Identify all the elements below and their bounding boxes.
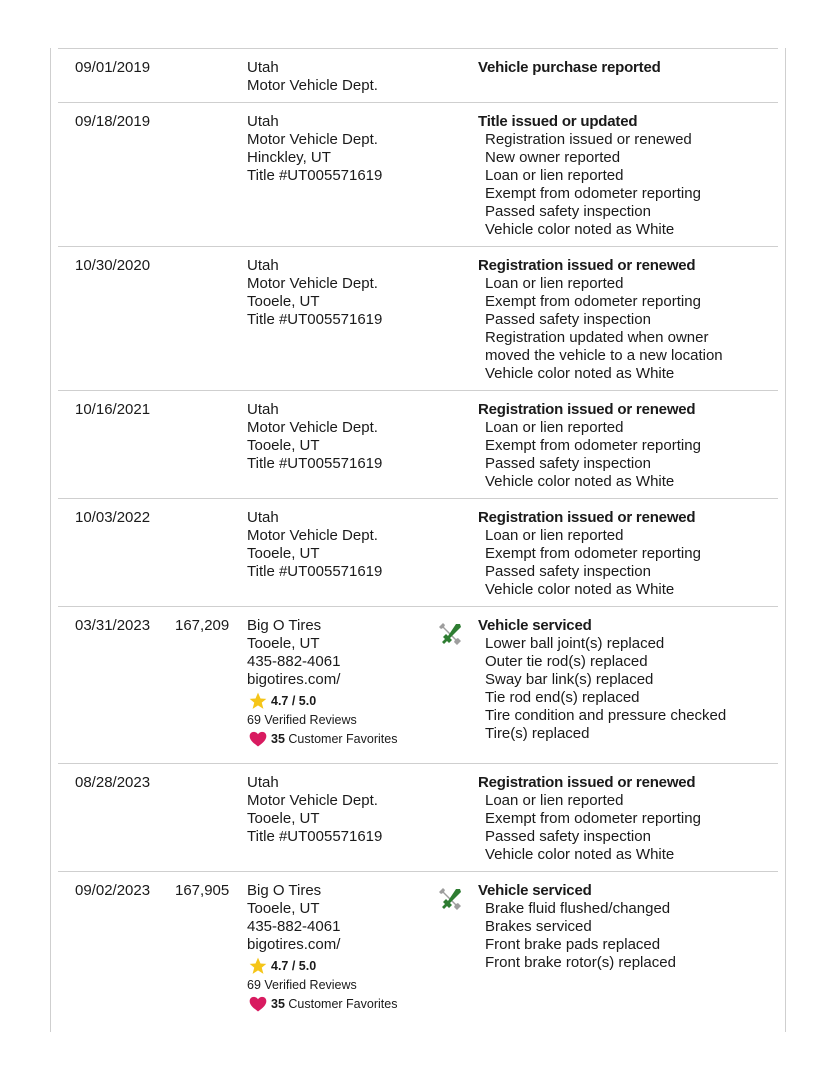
event-date: 09/18/2019 [75, 113, 151, 130]
event-detail-item: Loan or lien reported [485, 167, 624, 184]
source-line: Motor Vehicle Dept. [247, 275, 378, 292]
source-line: Title #UT005571619 [247, 563, 383, 580]
history-row [58, 247, 778, 391]
event-detail-item: Passed safety inspection [485, 828, 651, 845]
source-link[interactable]: bigotires.com/ [247, 671, 341, 688]
event-detail-item: Tire condition and pressure checked [485, 707, 727, 724]
source-line: Motor Vehicle Dept. [247, 131, 378, 148]
source-line: Hinckley, UT [247, 149, 331, 166]
source-line: Utah [247, 401, 279, 418]
event-detail-item: Exempt from odometer reporting [485, 293, 701, 310]
source-line: Big O Tires [247, 617, 322, 634]
page-left-border [50, 48, 51, 1032]
source-line: Tooele, UT [247, 810, 320, 827]
event-source [247, 257, 427, 329]
event-detail-item: Vehicle color noted as White [485, 365, 675, 382]
event-detail-item: Lower ball joint(s) replaced [485, 635, 665, 652]
event-source [247, 59, 427, 95]
source-line: 435-882-4061 [247, 918, 341, 935]
event-title: Vehicle serviced [478, 617, 592, 634]
event-title: Vehicle serviced [478, 882, 592, 899]
star-icon [247, 691, 269, 711]
source-line: Tooele, UT [247, 545, 320, 562]
event-detail-item: Brake fluid flushed/changed [485, 900, 671, 917]
event-source [247, 617, 427, 749]
event-detail-item: Loan or lien reported [485, 275, 624, 292]
event-source [247, 774, 427, 846]
service-tools-icon [436, 621, 464, 647]
event-title: Title issued or updated [478, 113, 638, 130]
event-source [247, 882, 427, 1014]
event-detail-item: moved the vehicle to a new location [485, 347, 723, 364]
event-detail-item: New owner reported [485, 149, 621, 166]
rating-value: 4.7 / 5.0 [271, 694, 317, 708]
event-detail-item: Loan or lien reported [485, 527, 624, 544]
event-detail-item: Registration updated when owner [485, 329, 709, 346]
event-detail-item: Vehicle color noted as White [485, 221, 675, 238]
history-row [58, 391, 778, 499]
favorites-count: 35 [271, 997, 285, 1011]
heart-icon [247, 729, 269, 749]
event-details [478, 509, 778, 599]
event-detail-item: Passed safety inspection [485, 563, 651, 580]
source-line: Utah [247, 257, 279, 274]
event-details [478, 59, 778, 77]
event-detail-item: Exempt from odometer reporting [485, 810, 701, 827]
event-details [478, 401, 778, 491]
source-line: Motor Vehicle Dept. [247, 792, 378, 809]
history-row [58, 764, 778, 872]
event-title: Registration issued or renewed [478, 401, 696, 418]
event-detail-item: Passed safety inspection [485, 455, 651, 472]
vehicle-history-table [58, 48, 778, 1037]
source-line: Motor Vehicle Dept. [247, 527, 378, 544]
history-row [58, 499, 778, 607]
event-detail-item: Outer tie rod(s) replaced [485, 653, 648, 670]
event-detail-item: Passed safety inspection [485, 311, 651, 328]
event-title: Registration issued or renewed [478, 774, 696, 791]
source-line: Utah [247, 774, 279, 791]
event-details [478, 617, 778, 743]
source-line: Utah [247, 59, 279, 76]
shop-rating [247, 956, 427, 976]
verified-reviews[interactable]: 69 Verified Reviews [247, 713, 357, 727]
favorites-count: 35 [271, 732, 285, 746]
history-row [58, 103, 778, 247]
source-line: Utah [247, 509, 279, 526]
source-line: Title #UT005571619 [247, 828, 383, 845]
event-detail-item: Front brake rotor(s) replaced [485, 954, 676, 971]
odometer-reading: 167,209 [175, 617, 230, 634]
event-detail-item: Tire(s) replaced [485, 725, 590, 742]
service-tools-icon [436, 886, 464, 912]
odometer-reading: 167,905 [175, 882, 230, 899]
heart-icon [247, 994, 269, 1014]
event-detail-item: Loan or lien reported [485, 419, 624, 436]
source-line: Title #UT005571619 [247, 167, 383, 184]
event-date: 10/03/2022 [75, 509, 151, 526]
source-line: Motor Vehicle Dept. [247, 419, 378, 436]
event-detail-item: Vehicle color noted as White [485, 846, 675, 863]
event-details [478, 774, 778, 864]
favorites-label: Customer Favorites [288, 997, 398, 1011]
event-details [478, 113, 778, 239]
event-details [478, 257, 778, 383]
rating-value: 4.7 / 5.0 [271, 959, 317, 973]
event-detail-item: Exempt from odometer reporting [485, 437, 701, 454]
customer-favorites [247, 729, 427, 749]
source-line: Utah [247, 113, 279, 130]
source-link[interactable]: bigotires.com/ [247, 936, 341, 953]
event-title: Registration issued or renewed [478, 509, 696, 526]
event-date: 09/02/2023 [75, 882, 151, 899]
event-detail-item: Registration issued or renewed [485, 131, 692, 148]
event-date: 08/28/2023 [75, 774, 151, 791]
event-detail-item: Brakes serviced [485, 918, 592, 935]
page-right-border [785, 48, 786, 1032]
event-detail-item: Vehicle color noted as White [485, 473, 675, 490]
event-detail-item: Sway bar link(s) replaced [485, 671, 654, 688]
source-line: Title #UT005571619 [247, 455, 383, 472]
source-line: Tooele, UT [247, 437, 320, 454]
event-detail-item: Loan or lien reported [485, 792, 624, 809]
favorites-label: Customer Favorites [288, 732, 398, 746]
event-detail-item: Vehicle color noted as White [485, 581, 675, 598]
event-detail-item: Tie rod end(s) replaced [485, 689, 640, 706]
history-row [58, 48, 778, 103]
history-row [58, 872, 778, 1037]
source-line: Tooele, UT [247, 293, 320, 310]
source-line: Motor Vehicle Dept. [247, 77, 378, 94]
event-details [478, 882, 778, 972]
event-source [247, 509, 427, 581]
source-line: Tooele, UT [247, 635, 320, 652]
source-line: Big O Tires [247, 882, 322, 899]
star-icon [247, 956, 269, 976]
event-title: Registration issued or renewed [478, 257, 696, 274]
event-title: Vehicle purchase reported [478, 59, 661, 76]
source-line: Title #UT005571619 [247, 311, 383, 328]
event-date: 03/31/2023 [75, 617, 151, 634]
event-date: 10/16/2021 [75, 401, 151, 418]
event-detail-item: Exempt from odometer reporting [485, 545, 701, 562]
event-source [247, 401, 427, 473]
source-line: Tooele, UT [247, 900, 320, 917]
event-detail-item: Passed safety inspection [485, 203, 651, 220]
shop-rating [247, 691, 427, 711]
customer-favorites [247, 994, 427, 1014]
event-detail-item: Exempt from odometer reporting [485, 185, 701, 202]
verified-reviews[interactable]: 69 Verified Reviews [247, 978, 357, 992]
event-detail-item: Front brake pads replaced [485, 936, 661, 953]
history-row [58, 607, 778, 764]
event-source [247, 113, 427, 185]
source-line: 435-882-4061 [247, 653, 341, 670]
event-date: 10/30/2020 [75, 257, 151, 274]
event-date: 09/01/2019 [75, 59, 151, 76]
